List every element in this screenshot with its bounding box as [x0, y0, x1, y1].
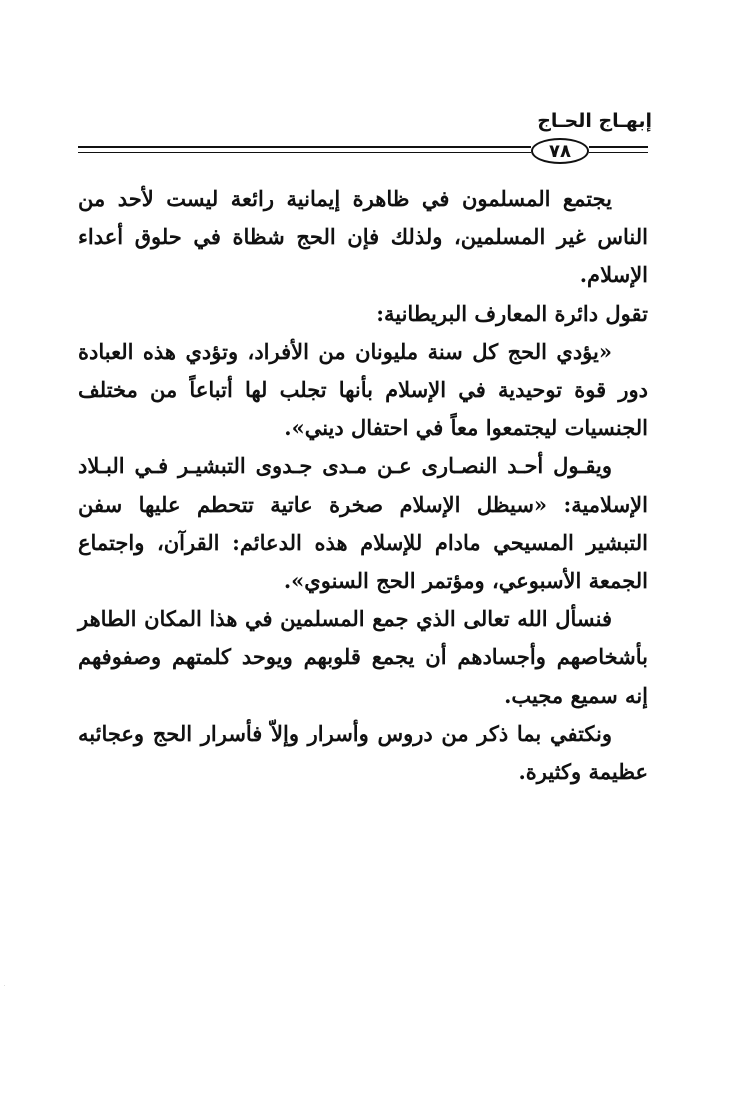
- header-rule-line-top-right: [589, 146, 648, 148]
- paragraph-supplication: فنسأل الله تعالى الذي جمع المسلمين في هذا المكان الطاهر بأشخاصهم وأجسادهم أن يجمع قلوبهم ويوحد كلمتهم وصفوفهم إنه سميع مجيب.: [78, 606, 648, 708]
- paragraph-encyclopedia-intro: تقول دائرة المعارف البريطانية:: [376, 300, 648, 326]
- header-rule: [78, 138, 648, 168]
- header-rule-line-bottom-left: [78, 152, 531, 153]
- page-number: ٧٨: [531, 138, 589, 164]
- paragraph-missionary-quote: ويقـول أحـد النصـارى عـن مـدى جـدوى التبشيـر فـي البـلاد الإسلامية: «سيظل الإسلام صخرة عاتية تتحطم عليها سفن التبشير المسيحي مادام للإسلام هذه الدعائم: القرآن، واجتماع الجمعة الأسبوعي، ومؤتمر الحج السنوي».: [78, 453, 648, 594]
- paragraph-encyclopedia-quote: «يؤدي الحج كل سنة مليونان من الأفراد، وتؤدي هذه العبادة دور قوة توحيدية في الإسلام بأنها تجلب لها أتباعاً من مختلف الجنسيات ليجتمعوا معاً في احتفال ديني».: [78, 338, 648, 441]
- header-rule-line-top-left: [78, 146, 531, 148]
- body-text: [78, 180, 648, 791]
- running-header-title: إبهـاج الحـاج: [537, 110, 652, 132]
- paragraph-intro: يجتمع المسلمون في ظاهرة إيمانية رائعة ليست لأحد من الناس غير المسلمين، ولذلك فإن الحج شظاة في حلوق أعداء الإسلام.: [78, 186, 648, 288]
- paragraph-closing: ونكتفي بما ذكر من دروس وأسرار وإلاّ فأسرار الحج وعجائبه عظيمة وكثيرة.: [78, 720, 648, 785]
- scan-speck: [4, 985, 5, 986]
- header-rule-line-bottom-right: [589, 152, 648, 153]
